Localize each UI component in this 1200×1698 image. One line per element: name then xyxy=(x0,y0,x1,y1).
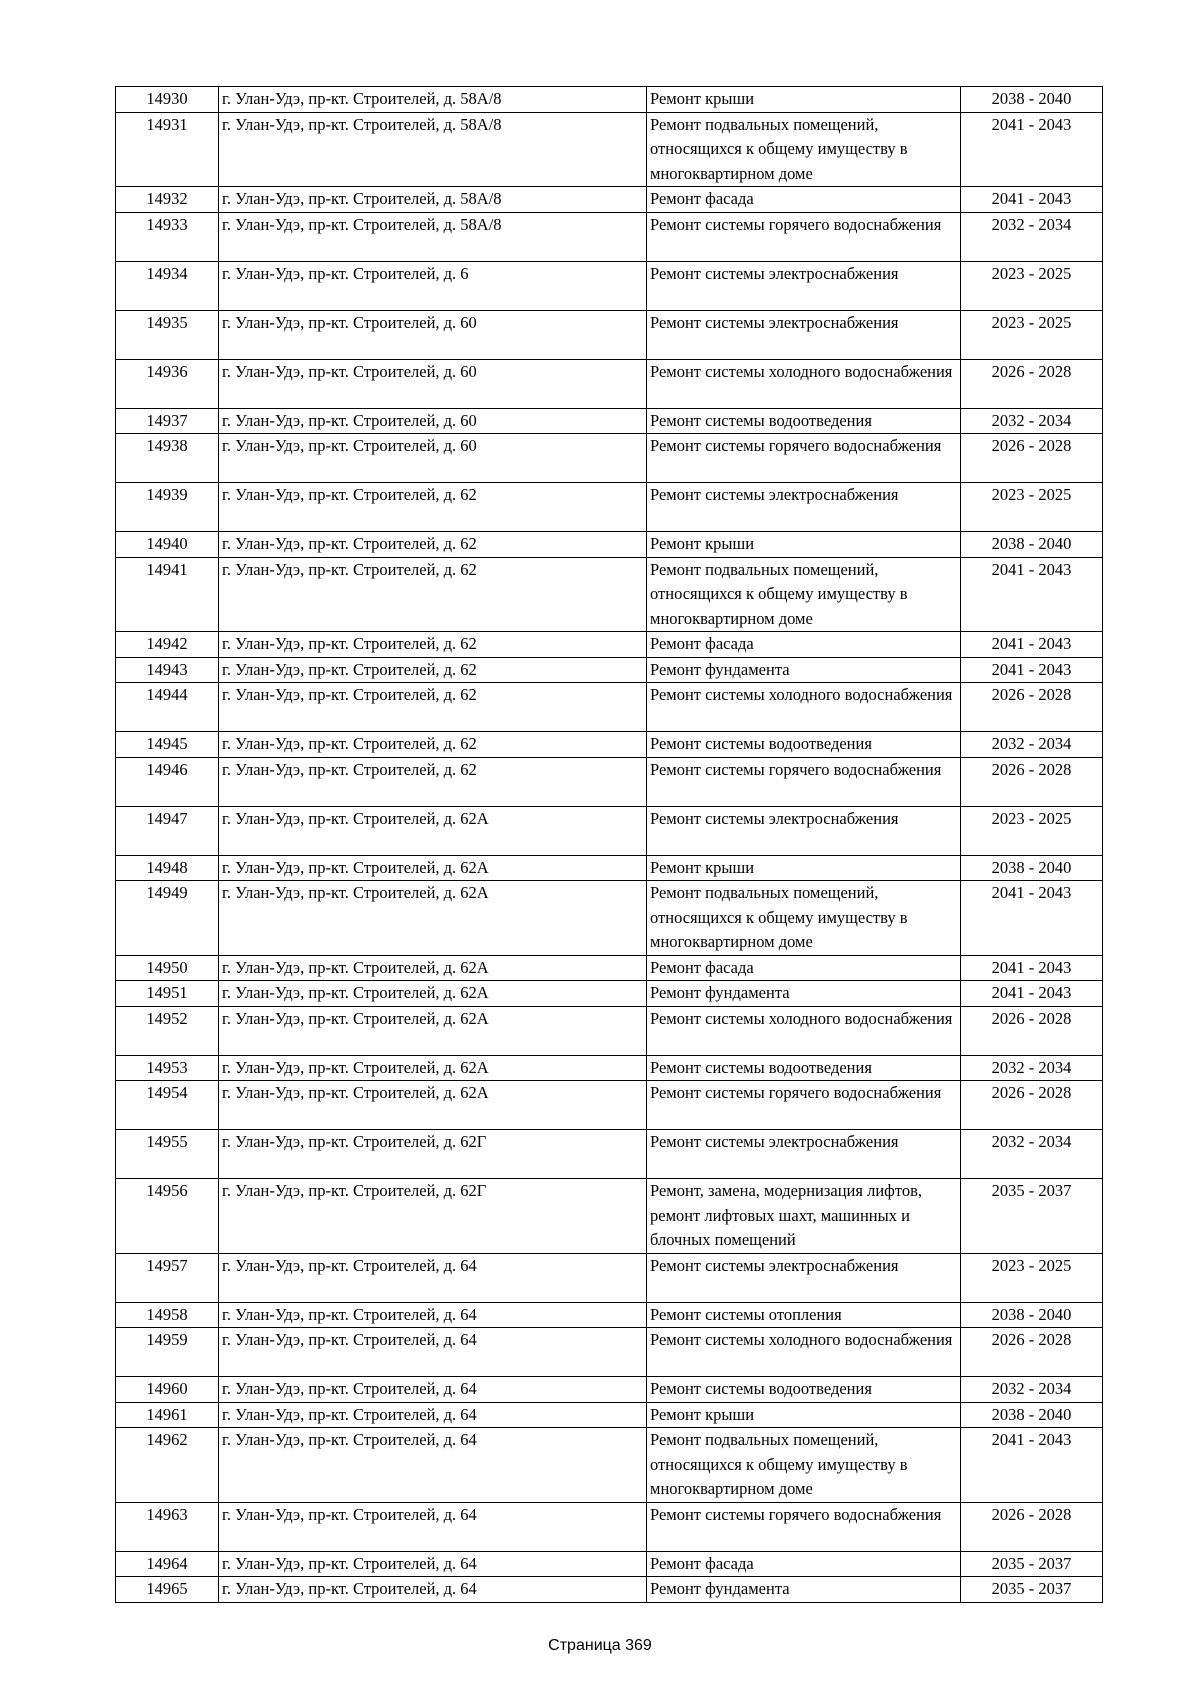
row-number-cell: 14958 xyxy=(116,1302,219,1328)
period-cell: 2026 - 2028 xyxy=(961,1006,1103,1055)
row-number-cell: 14962 xyxy=(116,1428,219,1503)
period-cell: 2041 - 2043 xyxy=(961,112,1103,187)
address-cell: г. Улан-Удэ, пр-кт. Строителей, д. 62А xyxy=(219,1081,647,1130)
row-number-cell: 14937 xyxy=(116,408,219,434)
table-row xyxy=(116,359,1103,408)
work-type-cell: Ремонт системы электроснабжения xyxy=(647,483,961,532)
table-row xyxy=(116,1081,1103,1130)
work-type-cell: Ремонт подвальных помещений, относящихся к общему имуществу в многоквартирном доме xyxy=(647,1428,961,1503)
row-number-cell: 14949 xyxy=(116,881,219,956)
row-number-cell: 14953 xyxy=(116,1055,219,1081)
table-row xyxy=(116,1130,1103,1179)
work-type-cell: Ремонт системы электроснабжения xyxy=(647,261,961,310)
work-type-cell: Ремонт системы холодного водоснабжения xyxy=(647,683,961,732)
period-cell: 2038 - 2040 xyxy=(961,855,1103,881)
address-cell: г. Улан-Удэ, пр-кт. Строителей, д. 62Г xyxy=(219,1130,647,1179)
row-number-cell: 14948 xyxy=(116,855,219,881)
row-number-cell: 14964 xyxy=(116,1551,219,1577)
address-cell: г. Улан-Удэ, пр-кт. Строителей, д. 62Г xyxy=(219,1179,647,1254)
period-cell: 2041 - 2043 xyxy=(961,881,1103,956)
row-number-cell: 14957 xyxy=(116,1253,219,1302)
period-cell: 2023 - 2025 xyxy=(961,1253,1103,1302)
address-cell: г. Улан-Удэ, пр-кт. Строителей, д. 62А xyxy=(219,955,647,981)
work-type-cell: Ремонт системы водоотведения xyxy=(647,1055,961,1081)
row-number-cell: 14947 xyxy=(116,806,219,855)
row-number-cell: 14932 xyxy=(116,187,219,213)
address-cell: г. Улан-Удэ, пр-кт. Строителей, д. 64 xyxy=(219,1377,647,1403)
table-row xyxy=(116,955,1103,981)
address-cell: г. Улан-Удэ, пр-кт. Строителей, д. 62А xyxy=(219,1055,647,1081)
work-type-cell: Ремонт подвальных помещений, относящихся к общему имуществу в многоквартирном доме xyxy=(647,881,961,956)
work-type-cell: Ремонт системы холодного водоснабжения xyxy=(647,1328,961,1377)
work-type-cell: Ремонт системы холодного водоснабжения xyxy=(647,1006,961,1055)
address-cell: г. Улан-Удэ, пр-кт. Строителей, д. 60 xyxy=(219,310,647,359)
work-type-cell: Ремонт крыши xyxy=(647,87,961,113)
address-cell: г. Улан-Удэ, пр-кт. Строителей, д. 64 xyxy=(219,1328,647,1377)
address-cell: г. Улан-Удэ, пр-кт. Строителей, д. 62 xyxy=(219,557,647,632)
table-row xyxy=(116,981,1103,1007)
period-cell: 2023 - 2025 xyxy=(961,261,1103,310)
address-cell: г. Улан-Удэ, пр-кт. Строителей, д. 62А xyxy=(219,981,647,1007)
row-number-cell: 14945 xyxy=(116,732,219,758)
work-type-cell: Ремонт фасада xyxy=(647,955,961,981)
address-cell: г. Улан-Удэ, пр-кт. Строителей, д. 62 xyxy=(219,657,647,683)
period-cell: 2023 - 2025 xyxy=(961,483,1103,532)
period-cell: 2026 - 2028 xyxy=(961,1502,1103,1551)
row-number-cell: 14933 xyxy=(116,212,219,261)
work-type-cell: Ремонт крыши xyxy=(647,1402,961,1428)
row-number-cell: 14954 xyxy=(116,1081,219,1130)
period-cell: 2041 - 2043 xyxy=(961,557,1103,632)
period-cell: 2041 - 2043 xyxy=(961,632,1103,658)
period-cell: 2026 - 2028 xyxy=(961,1081,1103,1130)
table-row xyxy=(116,881,1103,956)
period-cell: 2026 - 2028 xyxy=(961,683,1103,732)
address-cell: г. Улан-Удэ, пр-кт. Строителей, д. 62 xyxy=(219,483,647,532)
address-cell: г. Улан-Удэ, пр-кт. Строителей, д. 60 xyxy=(219,434,647,483)
row-number-cell: 14931 xyxy=(116,112,219,187)
table-row xyxy=(116,1302,1103,1328)
work-type-cell: Ремонт системы горячего водоснабжения xyxy=(647,757,961,806)
address-cell: г. Улан-Удэ, пр-кт. Строителей, д. 64 xyxy=(219,1428,647,1503)
table-row xyxy=(116,1551,1103,1577)
period-cell: 2026 - 2028 xyxy=(961,434,1103,483)
row-number-cell: 14943 xyxy=(116,657,219,683)
row-number-cell: 14959 xyxy=(116,1328,219,1377)
period-cell: 2023 - 2025 xyxy=(961,310,1103,359)
row-number-cell: 14936 xyxy=(116,359,219,408)
work-type-cell: Ремонт системы электроснабжения xyxy=(647,806,961,855)
table-row xyxy=(116,632,1103,658)
row-number-cell: 14952 xyxy=(116,1006,219,1055)
table-row xyxy=(116,855,1103,881)
work-type-cell: Ремонт подвальных помещений, относящихся к общему имуществу в многоквартирном доме xyxy=(647,112,961,187)
work-type-cell: Ремонт фундамента xyxy=(647,657,961,683)
period-cell: 2032 - 2034 xyxy=(961,1055,1103,1081)
period-cell: 2041 - 2043 xyxy=(961,657,1103,683)
table-row xyxy=(116,187,1103,213)
period-cell: 2038 - 2040 xyxy=(961,1402,1103,1428)
work-type-cell: Ремонт фундамента xyxy=(647,1577,961,1603)
table-row xyxy=(116,434,1103,483)
period-cell: 2032 - 2034 xyxy=(961,732,1103,758)
table-row xyxy=(116,1377,1103,1403)
row-number-cell: 14944 xyxy=(116,683,219,732)
period-cell: 2026 - 2028 xyxy=(961,359,1103,408)
address-cell: г. Улан-Удэ, пр-кт. Строителей, д. 58А/8 xyxy=(219,212,647,261)
work-type-cell: Ремонт фасада xyxy=(647,632,961,658)
table-row xyxy=(116,806,1103,855)
work-type-cell: Ремонт подвальных помещений, относящихся к общему имуществу в многоквартирном доме xyxy=(647,557,961,632)
address-cell: г. Улан-Удэ, пр-кт. Строителей, д. 64 xyxy=(219,1253,647,1302)
table-row xyxy=(116,1328,1103,1377)
work-type-cell: Ремонт системы электроснабжения xyxy=(647,310,961,359)
row-number-cell: 14930 xyxy=(116,87,219,113)
period-cell: 2038 - 2040 xyxy=(961,1302,1103,1328)
table-row xyxy=(116,212,1103,261)
table-row xyxy=(116,683,1103,732)
work-type-cell: Ремонт системы горячего водоснабжения xyxy=(647,1502,961,1551)
row-number-cell: 14940 xyxy=(116,532,219,558)
work-type-cell: Ремонт, замена, модернизация лифтов, ремонт лифтовых шахт, машинных и блочных помещений xyxy=(647,1179,961,1254)
work-type-cell: Ремонт системы горячего водоснабжения xyxy=(647,212,961,261)
row-number-cell: 14963 xyxy=(116,1502,219,1551)
period-cell: 2032 - 2034 xyxy=(961,1377,1103,1403)
period-cell: 2032 - 2034 xyxy=(961,408,1103,434)
table-row xyxy=(116,261,1103,310)
table-row xyxy=(116,657,1103,683)
work-type-cell: Ремонт системы горячего водоснабжения xyxy=(647,434,961,483)
table-row xyxy=(116,1502,1103,1551)
period-cell: 2038 - 2040 xyxy=(961,532,1103,558)
address-cell: г. Улан-Удэ, пр-кт. Строителей, д. 62 xyxy=(219,732,647,758)
row-number-cell: 14961 xyxy=(116,1402,219,1428)
work-type-cell: Ремонт фасада xyxy=(647,187,961,213)
address-cell: г. Улан-Удэ, пр-кт. Строителей, д. 64 xyxy=(219,1302,647,1328)
address-cell: г. Улан-Удэ, пр-кт. Строителей, д. 62 xyxy=(219,632,647,658)
address-cell: г. Улан-Удэ, пр-кт. Строителей, д. 62 xyxy=(219,757,647,806)
work-type-cell: Ремонт фундамента xyxy=(647,981,961,1007)
work-type-cell: Ремонт системы водоотведения xyxy=(647,1377,961,1403)
table-row xyxy=(116,757,1103,806)
address-cell: г. Улан-Удэ, пр-кт. Строителей, д. 58А/8 xyxy=(219,187,647,213)
work-type-cell: Ремонт системы электроснабжения xyxy=(647,1130,961,1179)
page-number: Страница 369 xyxy=(548,1637,652,1654)
row-number-cell: 14960 xyxy=(116,1377,219,1403)
row-number-cell: 14950 xyxy=(116,955,219,981)
work-type-cell: Ремонт фасада xyxy=(647,1551,961,1577)
address-cell: г. Улан-Удэ, пр-кт. Строителей, д. 62А xyxy=(219,855,647,881)
period-cell: 2041 - 2043 xyxy=(961,187,1103,213)
table-row xyxy=(116,483,1103,532)
table-row xyxy=(116,1006,1103,1055)
row-number-cell: 14955 xyxy=(116,1130,219,1179)
work-type-cell: Ремонт системы водоотведения xyxy=(647,732,961,758)
address-cell: г. Улан-Удэ, пр-кт. Строителей, д. 60 xyxy=(219,359,647,408)
table-row xyxy=(116,732,1103,758)
address-cell: г. Улан-Удэ, пр-кт. Строителей, д. 64 xyxy=(219,1402,647,1428)
row-number-cell: 14956 xyxy=(116,1179,219,1254)
row-number-cell: 14934 xyxy=(116,261,219,310)
table-row xyxy=(116,1402,1103,1428)
table-row xyxy=(116,1577,1103,1603)
table-row xyxy=(116,532,1103,558)
period-cell: 2035 - 2037 xyxy=(961,1179,1103,1254)
row-number-cell: 14939 xyxy=(116,483,219,532)
table-row xyxy=(116,557,1103,632)
table-row xyxy=(116,87,1103,113)
period-cell: 2023 - 2025 xyxy=(961,806,1103,855)
work-type-cell: Ремонт системы водоотведения xyxy=(647,408,961,434)
table-row xyxy=(116,1055,1103,1081)
row-number-cell: 14951 xyxy=(116,981,219,1007)
address-cell: г. Улан-Удэ, пр-кт. Строителей, д. 62 xyxy=(219,532,647,558)
period-cell: 2041 - 2043 xyxy=(961,981,1103,1007)
work-type-cell: Ремонт крыши xyxy=(647,532,961,558)
work-type-cell: Ремонт системы холодного водоснабжения xyxy=(647,359,961,408)
table-row xyxy=(116,408,1103,434)
table-row xyxy=(116,310,1103,359)
work-type-cell: Ремонт системы горячего водоснабжения xyxy=(647,1081,961,1130)
work-type-cell: Ремонт системы отопления xyxy=(647,1302,961,1328)
period-cell: 2032 - 2034 xyxy=(961,212,1103,261)
work-type-cell: Ремонт системы электроснабжения xyxy=(647,1253,961,1302)
row-number-cell: 14935 xyxy=(116,310,219,359)
period-cell: 2038 - 2040 xyxy=(961,87,1103,113)
address-cell: г. Улан-Удэ, пр-кт. Строителей, д. 58А/8 xyxy=(219,112,647,187)
row-number-cell: 14946 xyxy=(116,757,219,806)
period-cell: 2041 - 2043 xyxy=(961,1428,1103,1503)
period-cell: 2035 - 2037 xyxy=(961,1577,1103,1603)
row-number-cell: 14941 xyxy=(116,557,219,632)
address-cell: г. Улан-Удэ, пр-кт. Строителей, д. 58А/8 xyxy=(219,87,647,113)
work-type-cell: Ремонт крыши xyxy=(647,855,961,881)
period-cell: 2035 - 2037 xyxy=(961,1551,1103,1577)
address-cell: г. Улан-Удэ, пр-кт. Строителей, д. 64 xyxy=(219,1577,647,1603)
table-row xyxy=(116,1253,1103,1302)
address-cell: г. Улан-Удэ, пр-кт. Строителей, д. 60 xyxy=(219,408,647,434)
table-row xyxy=(116,1179,1103,1254)
row-number-cell: 14942 xyxy=(116,632,219,658)
address-cell: г. Улан-Удэ, пр-кт. Строителей, д. 62А xyxy=(219,806,647,855)
period-cell: 2032 - 2034 xyxy=(961,1130,1103,1179)
table-body xyxy=(116,87,1103,1603)
table-row xyxy=(116,1428,1103,1503)
address-cell: г. Улан-Удэ, пр-кт. Строителей, д. 62А xyxy=(219,1006,647,1055)
row-number-cell: 14938 xyxy=(116,434,219,483)
address-cell: г. Улан-Удэ, пр-кт. Строителей, д. 62 xyxy=(219,683,647,732)
period-cell: 2026 - 2028 xyxy=(961,1328,1103,1377)
row-number-cell: 14965 xyxy=(116,1577,219,1603)
table-row xyxy=(116,112,1103,187)
repair-schedule-table xyxy=(115,86,1103,1603)
address-cell: г. Улан-Удэ, пр-кт. Строителей, д. 6 xyxy=(219,261,647,310)
period-cell: 2041 - 2043 xyxy=(961,955,1103,981)
period-cell: 2026 - 2028 xyxy=(961,757,1103,806)
address-cell: г. Улан-Удэ, пр-кт. Строителей, д. 64 xyxy=(219,1502,647,1551)
address-cell: г. Улан-Удэ, пр-кт. Строителей, д. 62А xyxy=(219,881,647,956)
address-cell: г. Улан-Удэ, пр-кт. Строителей, д. 64 xyxy=(219,1551,647,1577)
